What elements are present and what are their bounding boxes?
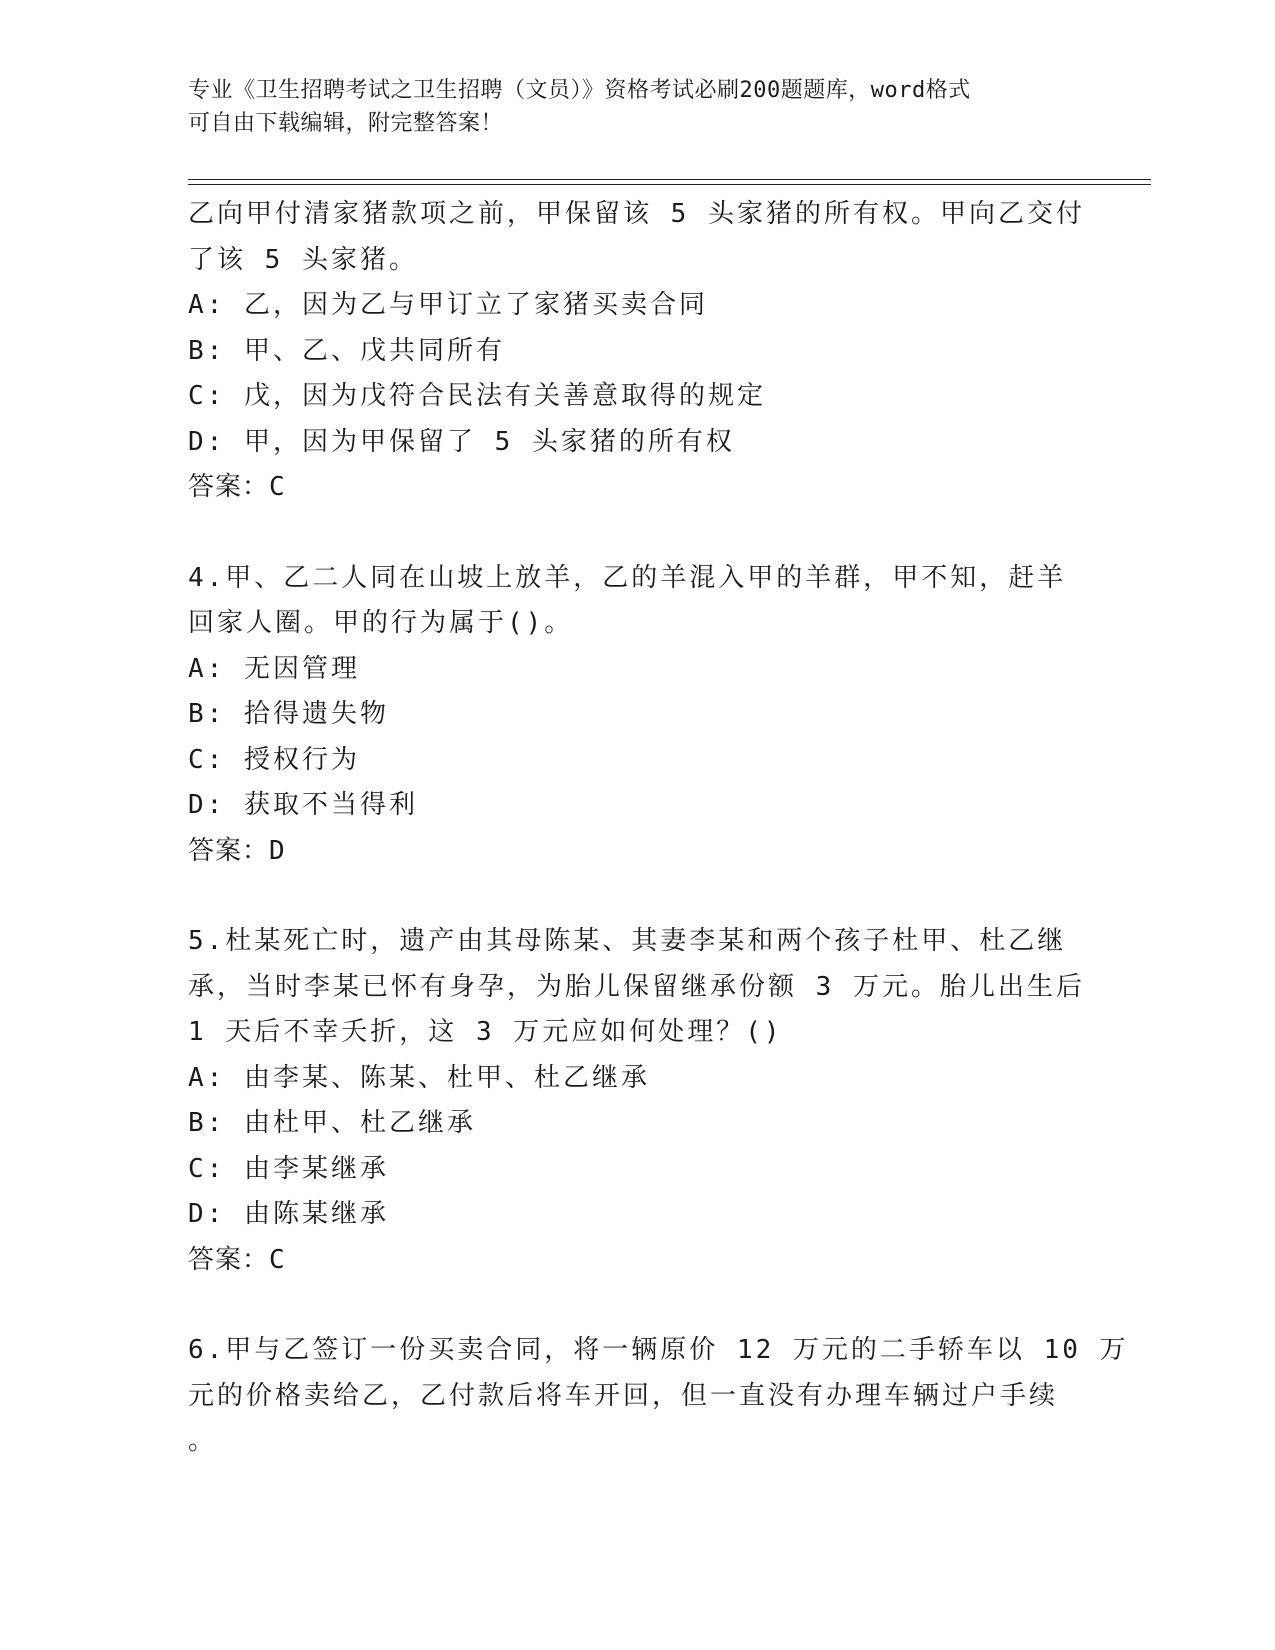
- option-b: B: 拾得遗失物: [188, 699, 389, 729]
- document-body: [188, 192, 1129, 1465]
- question-stem: 4.甲、乙二人同在山坡上放羊，乙的羊混入甲的羊群，甲不知，赶羊: [188, 562, 1067, 593]
- option-a: A: 无因管理: [188, 653, 360, 684]
- question-stem: 元的价格卖给乙，乙付款后将车开回，但一直没有办理车辆过户手续: [188, 1380, 1059, 1411]
- header-line-1: 专业《卫生招聘考试之卫生招聘（文员）》资格考试必刷200题题库，word格式: [188, 78, 971, 103]
- spacer: [188, 511, 1088, 556]
- question-stem: 回家人圈。甲的行为属于()。: [188, 608, 574, 638]
- option-d: D: 由陈某继承: [188, 1199, 389, 1229]
- question-3: [188, 192, 1088, 511]
- question-stem: 5.杜某死亡时，遗产由其母陈某、其妻李某和两个孩子杜甲、杜乙继: [188, 926, 1067, 956]
- option-b: B: 甲、乙、戊共同所有: [188, 335, 505, 366]
- header-divider-thin: [188, 179, 1151, 180]
- question-stem: 1 天后不幸夭折，这 3 万元应如何处理？(): [188, 1017, 783, 1047]
- option-c: C: 戊，因为戊符合民法有关善意取得的规定: [188, 381, 766, 411]
- option-d: D: 获取不当得利: [188, 790, 418, 820]
- document-header: [188, 74, 1068, 140]
- answer-label: 答案：C: [188, 1244, 286, 1275]
- header-line-2: 可自由下载编辑，附完整答案！: [188, 111, 504, 136]
- question-4: [188, 556, 1088, 875]
- question-stem: 乙向甲付清家猪款项之前，甲保留该 5 头家猪的所有权。甲向乙交付: [188, 199, 1085, 229]
- answer-label: 答案：D: [188, 835, 286, 866]
- question-stem: 了该 5 头家猪。: [188, 244, 418, 275]
- spacer: [188, 874, 1088, 919]
- answer-label: 答案：C: [188, 472, 286, 502]
- option-b: B: 由杜甲、杜乙继承: [188, 1108, 476, 1138]
- option-c: C: 授权行为: [188, 744, 360, 775]
- option-d: D: 甲，因为甲保留了 5 头家猪的所有权: [188, 426, 735, 457]
- question-6: [188, 1328, 1129, 1465]
- spacer: [188, 1283, 1088, 1328]
- question-stem: 6.甲与乙签订一份买卖合同，将一辆原价 12 万元的二手轿车以 10 万: [188, 1335, 1129, 1365]
- header-divider-thick: [188, 184, 1151, 185]
- option-a: A: 由李某、陈某、杜甲、杜乙继承: [188, 1062, 650, 1093]
- question-5: [188, 919, 1088, 1283]
- question-stem: 。: [188, 1426, 218, 1456]
- option-c: C: 由李某继承: [188, 1153, 389, 1184]
- question-stem: 承，当时李某已怀有身孕，为胎儿保留继承份额 3 万元。胎儿出生后: [188, 971, 1085, 1002]
- option-a: A: 乙，因为乙与甲订立了家猪买卖合同: [188, 290, 708, 320]
